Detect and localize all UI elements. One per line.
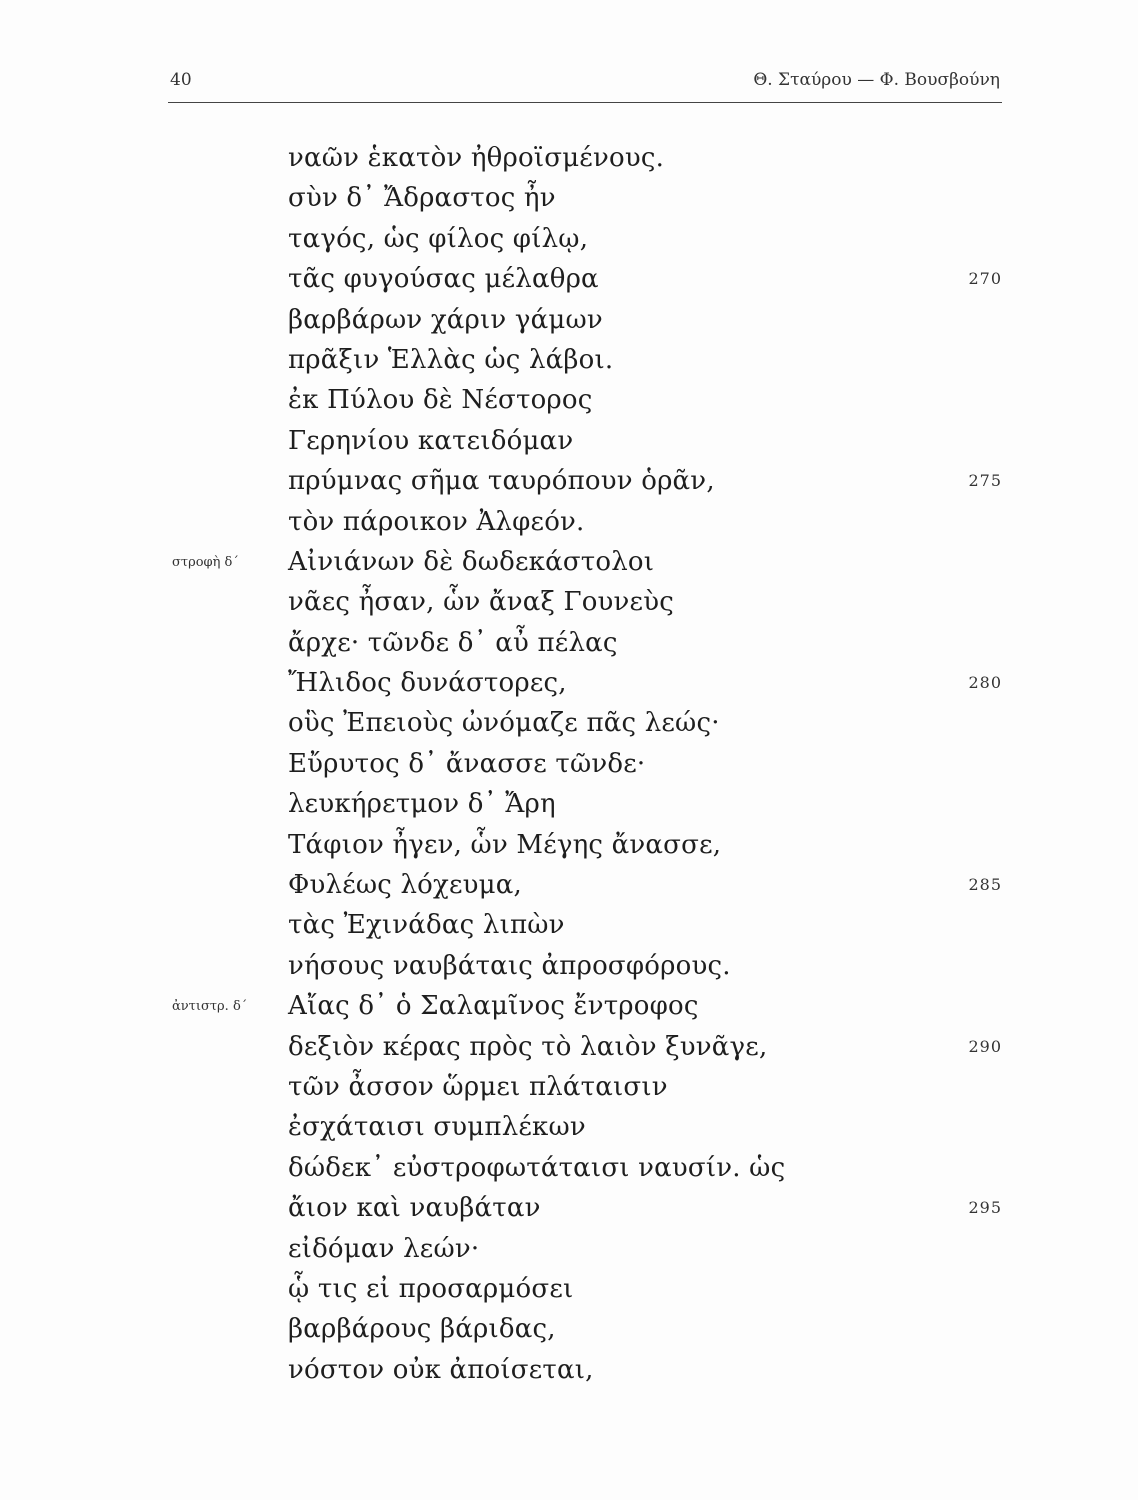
verse-line — [0, 1067, 1138, 1107]
verse-text: οὓς Ἐπειοὺς ὠνόμαζε πᾶς λεώς· — [288, 708, 720, 739]
verse-line — [0, 825, 1138, 865]
verse-text: Γερηνίου κατειδόμαν — [288, 425, 574, 456]
verse-text: τᾶς φυγούσας μέλαθρα — [288, 264, 599, 295]
verse-line — [0, 461, 1138, 501]
verse-text: Φυλέως λόχευμα, — [288, 870, 522, 901]
verse-text: ναῶν ἑκατὸν ἠθροϊσμένους. — [288, 143, 665, 173]
verse-line — [0, 905, 1138, 945]
verse-text: Ἤλιδος δυνάστορες, — [288, 668, 567, 699]
verse-text: βαρβάρους βάριδας, — [288, 1314, 556, 1345]
verse-text: λευκήρετμον δ᾽ Ἄρη — [288, 789, 556, 820]
verse-text: Αἴας δ᾽ ὁ Σαλαμῖνος ἔντροφος — [288, 991, 699, 1022]
verse-text: ἐσχάταισι συμπλέκων — [288, 1112, 586, 1143]
line-number: 295 — [968, 1198, 1002, 1218]
marginal-note: στροφὴ δ΄ — [172, 554, 239, 570]
verse-block — [0, 138, 1138, 1390]
verse-text: Τάφιον ἦγεν, ὧν Μέγης ἄνασσε, — [288, 829, 722, 860]
verse-line — [0, 219, 1138, 259]
verse-text: νᾶες ἦσαν, ὧν ἄναξ Γουνεὺς — [288, 587, 674, 618]
verse-line — [0, 1309, 1138, 1349]
line-number: 285 — [968, 875, 1002, 895]
verse-text: τὸν πάροικον Ἀλφεόν. — [288, 506, 585, 537]
verse-text: πρύμνας σῆμα ταυρόπουν ὁρᾶν, — [288, 466, 715, 497]
verse-line — [0, 623, 1138, 663]
line-number: 290 — [968, 1036, 1002, 1056]
verse-line — [0, 502, 1138, 542]
verse-text: τὰς Ἐχινάδας λιπὼν — [288, 910, 565, 941]
verse-text: ἄιον καὶ ναυβάταν — [288, 1193, 541, 1224]
verse-text: βαρβάρων χάριν γάμων — [288, 304, 603, 335]
verse-line — [0, 259, 1138, 299]
verse-text: εἰδόμαν λεών· — [288, 1233, 480, 1264]
marginal-note: ἀντιστρ. δ΄ — [172, 999, 248, 1015]
verse-text: ἄρχε· τῶνδε δ᾽ αὖ πέλας — [288, 627, 618, 658]
verse-text: Αἰνιάνων δὲ δωδεκάστολοι — [288, 546, 655, 577]
line-number: 270 — [968, 269, 1002, 289]
verse-line — [0, 178, 1138, 218]
verse-text: δώδεκ᾽ εὐστροφωτάταισι ναυσίν. ὡς — [288, 1152, 786, 1183]
running-head: Θ. Σταύρου — Φ. Βουσβούνη — [753, 70, 1000, 90]
verse-text: σὺν δ᾽ Ἄδραστος ἦν — [288, 183, 556, 214]
verse-line — [0, 744, 1138, 784]
verse-line — [0, 542, 1138, 582]
verse-line — [0, 421, 1138, 461]
verse-text: ᾧ τις εἰ προσαρμόσει — [288, 1273, 574, 1304]
page-header — [170, 70, 1000, 100]
page-number: 40 — [170, 70, 192, 90]
verse-line — [0, 784, 1138, 824]
verse-text: δεξιὸν κέρας πρὸς τὸ λαιὸν ξυνᾶγε, — [288, 1031, 768, 1062]
verse-line — [0, 582, 1138, 622]
line-number: 275 — [968, 471, 1002, 491]
verse-line — [0, 1188, 1138, 1228]
verse-line — [0, 663, 1138, 703]
verse-text: τῶν ἆσσον ὥρμει πλάταισιν — [288, 1071, 668, 1102]
verse-line — [0, 300, 1138, 340]
verse-line — [0, 986, 1138, 1026]
verse-line — [0, 1269, 1138, 1309]
verse-line — [0, 703, 1138, 743]
verse-line — [0, 1229, 1138, 1269]
verse-line — [0, 1148, 1138, 1188]
verse-text: νήσους ναυβάταις ἀπροσφόρους. — [288, 950, 731, 981]
verse-text: πρᾶξιν Ἑλλὰς ὡς λάβοι. — [288, 344, 614, 375]
verse-text: Εὔρυτος δ᾽ ἄνασσε τῶνδε· — [288, 748, 646, 779]
verse-line — [0, 380, 1138, 420]
verse-line — [0, 865, 1138, 905]
verse-text: ἐκ Πύλου δὲ Νέστορος — [288, 385, 593, 416]
verse-line — [0, 1027, 1138, 1067]
verse-line — [0, 946, 1138, 986]
verse-line — [0, 1350, 1138, 1390]
verse-line — [0, 340, 1138, 380]
verse-line — [0, 138, 1138, 178]
verse-text: νόστον οὐκ ἀποίσεται, — [288, 1354, 594, 1385]
verse-text: ταγός, ὡς φίλος φίλῳ, — [288, 223, 589, 254]
header-rule — [168, 102, 1002, 103]
line-number: 280 — [968, 673, 1002, 693]
verse-line — [0, 1107, 1138, 1147]
